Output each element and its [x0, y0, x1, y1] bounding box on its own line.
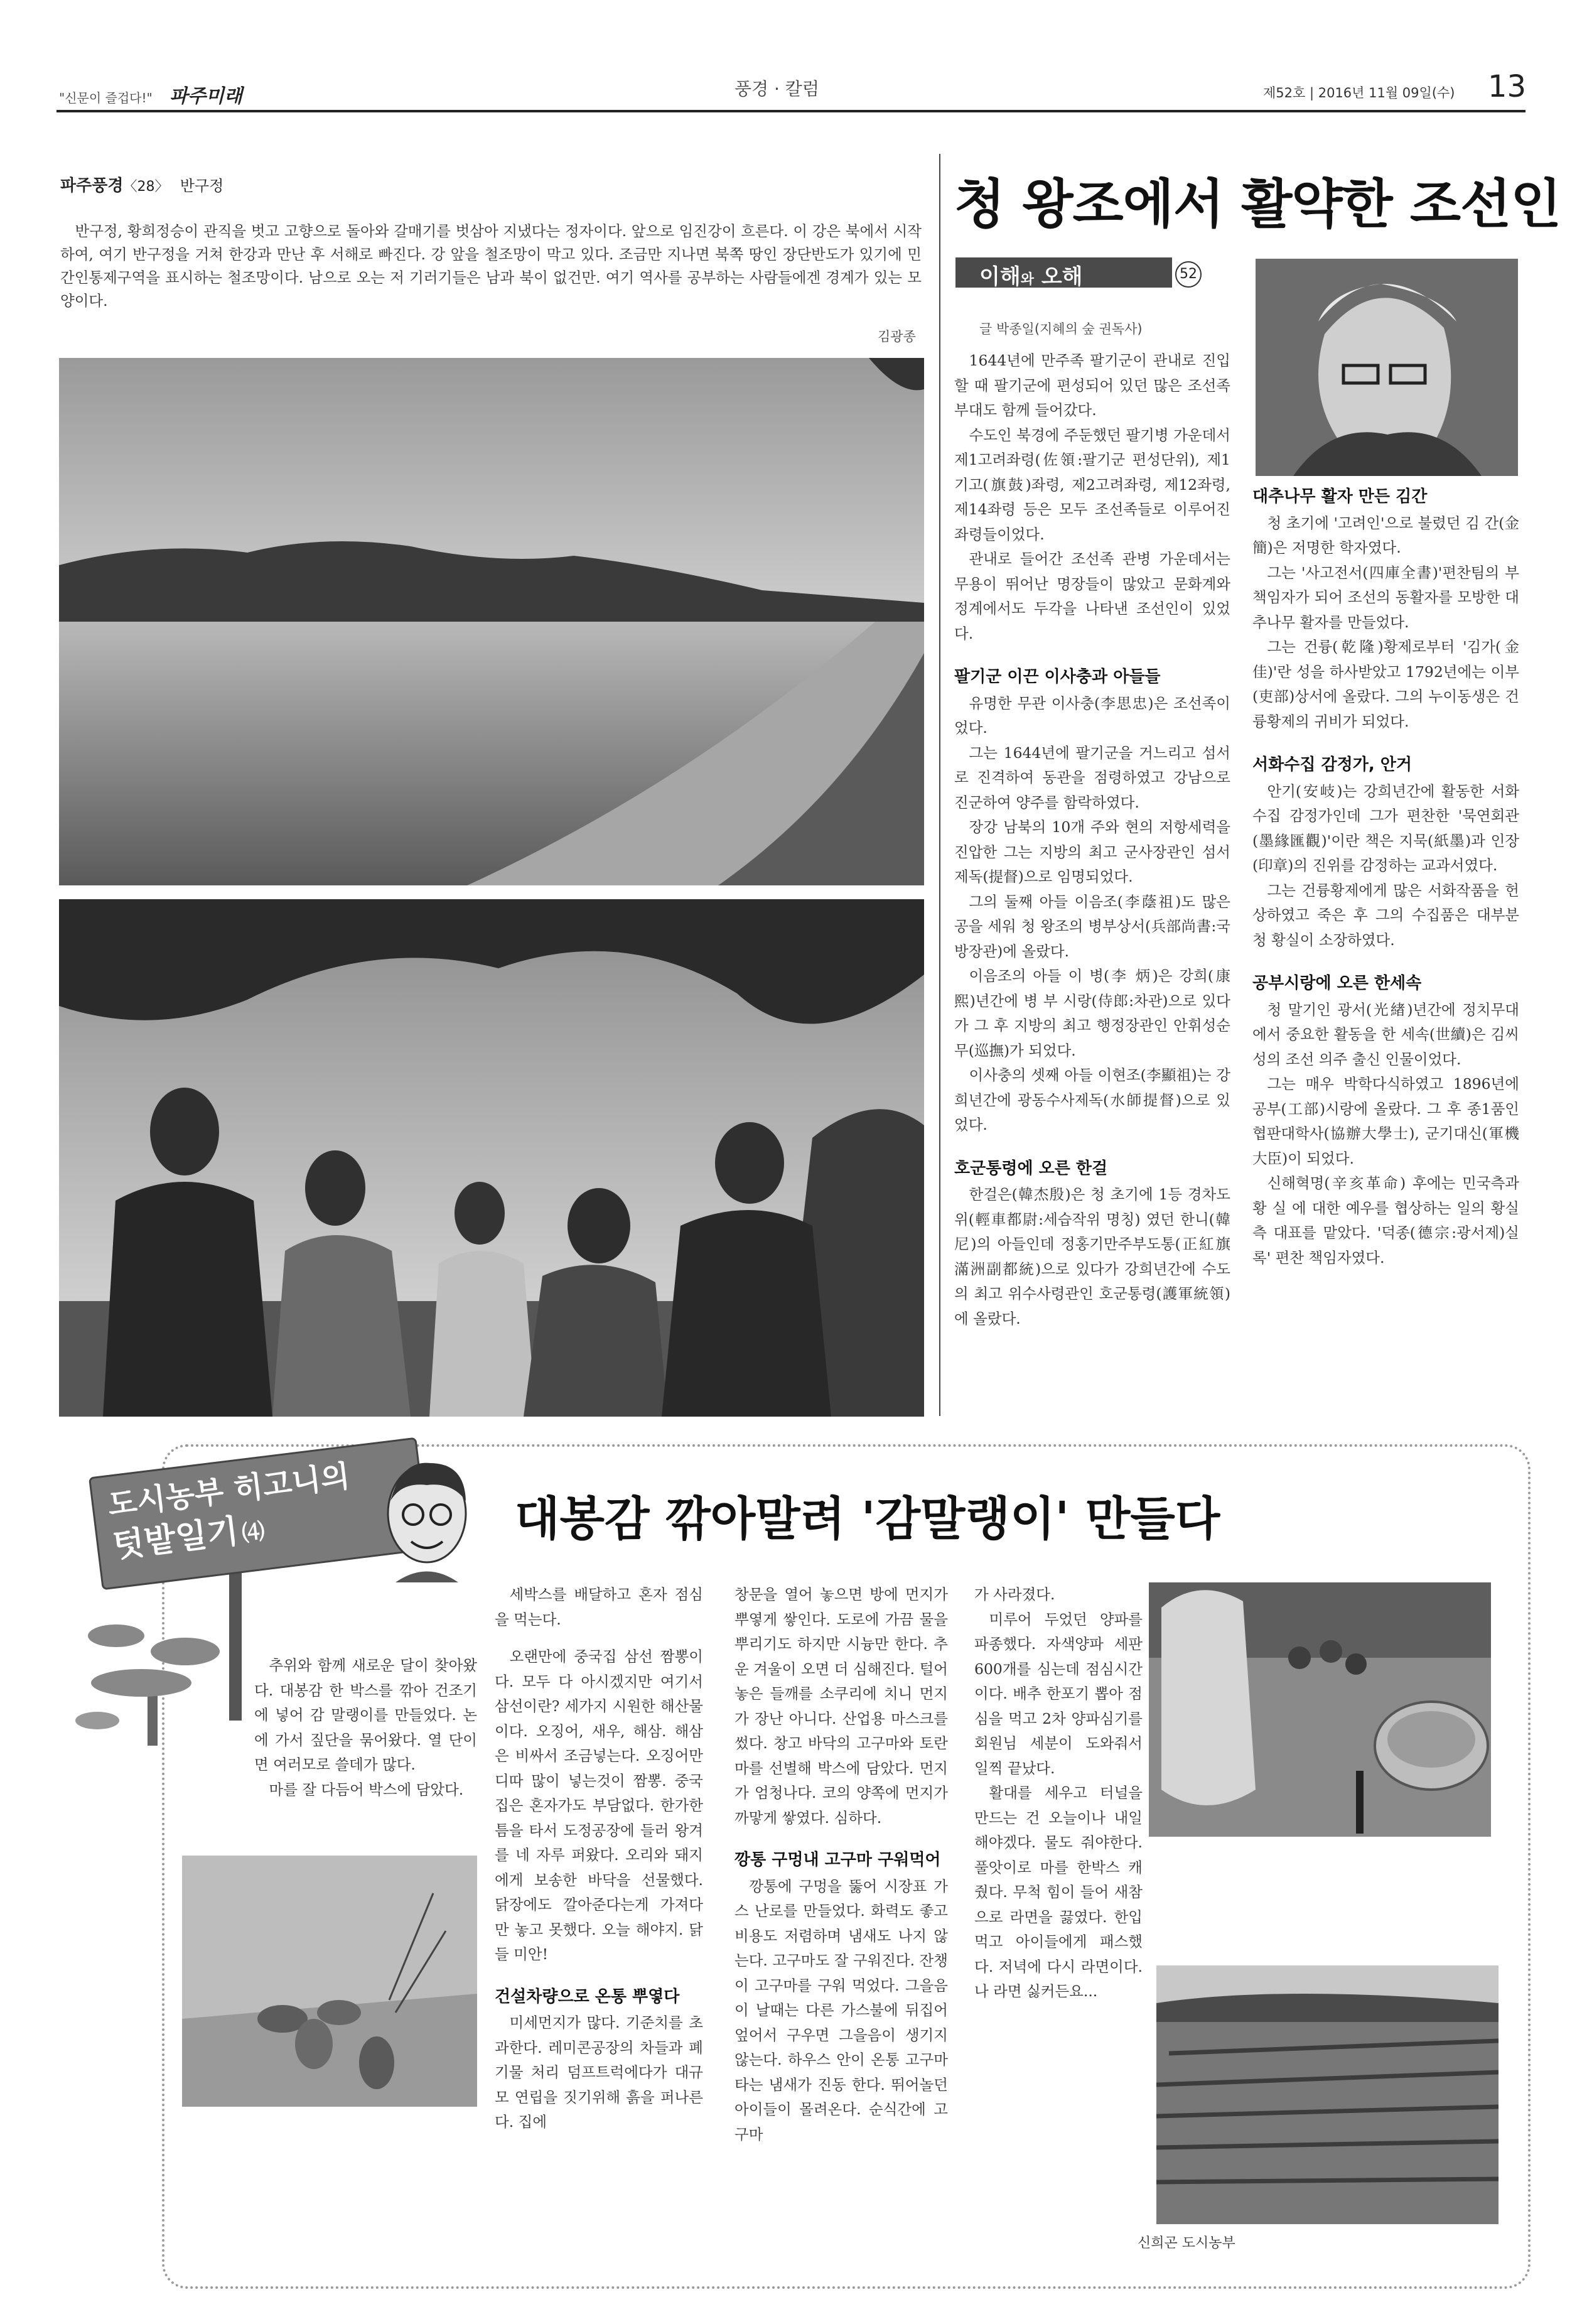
farm-text-col3: 창문을 열어 놓으면 방에 먼지가 뿌옇게 쌓인다. 도로에 가끔 물을 뿌리기도 하지만 시늉만 한다. 추운 겨울이 오면 더 심해진다. 털어놓은 들깨를 소쿠리에 치니 먼지가 장난 아니다. 산업용 마스크를 썼다. 창고 바닥의 고구마와 토란 마를 선별해 박스에 담았다. 먼지가 엄청나다. 코의 양쪽에 먼지가 까맣게 쌓였다. 심하다. 깡통 구멍내 고구마 구워먹어 깡통에 구멍을 뚫어 시장표 가스 난로를 만들었다. 화력도 좋고 비용도 저렴하며 냄새도 나지 않는다. 고구마도 잘 구워진다. 잔챙이 고구마를 구워 먹었다. 그을음이 날때는 다른 가스불에 뒤집어 엎어서 구우면 그을음이 생기지 않는다. 하우스 안이 온통 고구마 타는 냄새가 진동 한다. 뛰어놀던 아이들이 몰려온다. 순식간에 고구마	[734, 1586, 948, 2143]
farmer-caricature	[377, 1457, 477, 1582]
subheading-han-geol: 호군통령에 오른 한걸	[954, 1159, 1108, 1178]
series-word-mid: 와	[1020, 272, 1034, 288]
farm-photo-persimmons	[1149, 1582, 1491, 1837]
landscape-subject: 반구정	[180, 177, 224, 195]
landscape-number: 〈28〉	[123, 179, 169, 195]
farm-sign-line2: 텃밭일기	[110, 1512, 241, 1565]
landscape-photo-river	[59, 358, 924, 885]
series-word-b: 오해	[1041, 264, 1083, 289]
subheading-can-stove: 깡통 구멍내 고구마 구워먹어	[734, 1851, 941, 1869]
farm-sign-number: ⑷	[240, 1518, 266, 1547]
farm-headline: 대봉감 깎아말려 '감말랭이' 만들다	[515, 1492, 1220, 1546]
farm-text-col4: 가 사라졌다. 미루어 두었던 양파를 파종했다. 자색양파 세판 600개를 심는데 점심시간이다. 배추 한포기 뽑아 점심을 먹고 2차 양파심기를 회원님 세분이 도와줘서 일찍 끝났다. 활대를 세우고 터널을 만드는 건 오늘이나 내일 해야겠다. 물도 줘야한다. 풀앗이로 마를 한박스 캐줬다. 무척 힘이 들어 새참으로 라면을 끓였다. 한입 먹고 아이들에게 패스했다. 저녁에 다시 라면이다. 나 라면 싫커든요...	[974, 1586, 1143, 2000]
header-rule	[56, 110, 1526, 112]
issue-info: 제52호 | 2016년 11월 09일(수)	[1263, 85, 1455, 100]
page-number: 13	[1488, 69, 1527, 104]
landscape-heading	[60, 173, 223, 196]
farm-photo-yams	[182, 1856, 477, 2107]
series-title	[979, 259, 1083, 290]
series-word-a: 이해	[979, 264, 1021, 289]
landscape-photo-visitors	[59, 899, 924, 1417]
series-number: 52	[1175, 261, 1202, 288]
subheading-kim-gan: 대추나무 활자 만든 김간	[1252, 487, 1428, 506]
subheading-lee-sachung: 팔기군 이끈 이사충과 아들들	[954, 667, 1161, 686]
farm-sign-line1: 도시농부 히고니의	[105, 1458, 352, 1523]
decorative-tree	[60, 1608, 248, 1746]
column-text-left: 1644년에 만주족 팔기군이 관내로 진입할 때 팔기군에 편성되어 있던 많은 조선족 부대도 함께 들어갔다. 수도인 북경에 주둔했던 팔기병 가운데서 제1고려좌령(佐領:팔기군 편성단위), 제1기고(旗鼓)좌령, 제2고려좌령, 제12좌령, 제14좌령 등은 모두 조선족들로 이루어진 좌령들이었다. 관내로 들어간 조선족 관병 가운데서는 무용이 뛰어난 명장들이 많았고 문화계와 정계에서도 두각을 나타낸 조선인이 있었다. 팔기군 이끈 이사충과 아들들 유명한 무관 이사충(李思忠)은 조선족이었다. 그는 1644년에 팔기군을 거느리고 섬서로 진격하여 동관을 점령하였고 강남으로 진군하여 양주를 함락하였다. 장강 남북의 10개 주와 현의 저항세력을 진압한 그는 지방의 최고 군사장관인 섬서제독(提督)으로 임명되었다. 그의 둘째 아들 이음조(李蔭祖)도 많은 공을 세워 청 왕조의 병부상서(兵部尚書:국방장관)에 올랐다. 이음조의 아들 이 병(李 炳)은 강희(康熙)년간에 병 부 시랑(侍郎:차관)으로 있다가 그 후 지방의 최고 행정장관인 안휘성순무(巡撫)가 되었다. 이사충의 셋째 아들 이현조(李顯祖)는 강희년간에 광동수사제독(水師提督)으로 있었다. 호군통령에 오른 한걸 한걸은(韓杰殷)은 청 초기에 1등 경차도위(輕車都尉:세습작위 명칭) 였던 한니(韓 尼)의 아들인데 정홍기만주부도통(正紅旗滿洲副都統)으로 있다가 강희년간에 수도의 최고 위수사령관인 호군통령(護軍統領)에 올랐다.	[954, 352, 1230, 1327]
farm-text-col1: 추위와 함께 새로운 달이 찾아왔다. 대봉감 한 박스를 깎아 건조기에 넣어 감 말랭이를 만들었다. 논에 가서 짚단을 묶어왔다. 열 단이면 여러모로 쓸데가 많다. 마를 잘 다듬어 박스에 담았다.	[254, 1657, 477, 1798]
column-divider	[939, 154, 940, 1416]
section-label: 풍경 · 칼럼	[734, 78, 819, 99]
author-portrait	[1256, 259, 1518, 476]
column-text-right: 대추나무 활자 만든 김간 청 초기에 '고려인'으로 불렸던 김 간(金 簡)은 저명한 학자였다. 그는 '사고전서(四庫全書)'편찬팀의 부책임자가 되어 조선의 동활자를 모방한 대추나무 활자를 만들었다. 그는 건륭(乾隆)황제로부터 '김가(金佳)'란 성을 하사받았고 1792년에는 이부(吏部)상서에 올랐다. 그의 누이동생은 건륭황제의 귀비가 되었다. 서화수집 감정가, 안거 안기(安岐)는 강희년간에 활동한 서화 수집 감정가인데 그가 편찬한 '묵연회관(墨緣匯觀)'이란 책은 지묵(紙墨)과 인장(印章)의 진위를 감정하는 교과서였다. 그는 건륭황제에게 많은 서화작품을 헌상하였고 죽은 후 그의 수집품은 대부분 청 황실이 소장하였다. 공부시랑에 오른 한세속 청 말기인 광서(光緖)년간에 정치무대에서 중요한 활동을 한 세속(世續)은 김씨 성의 조선 의주 출신 인물이었다. 그는 매우 박학다식하였고 1896년에 공부(工部)시랑에 올랐다. 그 후 종1품인 협판대학사(協辦大學士), 군기대신(軍機大臣)이 되었다. 신해혁명(辛亥革命) 후에는 민국측과 황 실 에 대한 예우를 협상하는 일의 황실측 대표를 맡았다. '덕종(德宗:광서제)실록' 편찬 책임자였다.	[1252, 485, 1519, 1270]
column-byline: 글 박종일(지혜의 숲 권독사)	[979, 322, 1143, 337]
farm-photo-field	[1156, 1965, 1499, 2224]
subheading-dust: 건설차량으로 온통 뿌옇다	[495, 1987, 680, 2006]
landscape-text: 반구정, 황희정승이 관직을 벗고 고향으로 돌아와 갈매기를 벗삼아 지냈다는 정자이다. 앞으로 임진강이 흐른다. 이 강은 북에서 시작하여, 여기 반구정을 거쳐 한강과 만난 후 서해로 빠진다. 강 앞을 철조망이 막고 있다. 조금만 지나면 북쪽 땅인 장단반도가 있기에 민간인통제구역을 표시하는 철조망이다. 남으로 오는 저 기러기들은 남과 북이 없건만. 여기 역사를 공부하는 사람들에겐 경계가 있는 모양이다.	[60, 222, 922, 310]
header-slogan: "신문이 즐겁다!"	[59, 90, 153, 105]
subheading-an-gi: 서화수집 감정가, 안거	[1252, 755, 1412, 774]
paper-name-logo: 파주미래	[170, 85, 242, 107]
landscape-author: 김광종	[878, 329, 916, 344]
landscape-title: 파주풍경	[60, 176, 124, 195]
subheading-han-sesok: 공부시랑에 오른 한세속	[1252, 974, 1422, 993]
column-headline: 청 왕조에서 활약한 조선인	[954, 173, 1561, 235]
farm-author: 신희곤 도시농부	[1138, 2235, 1235, 2251]
farm-text-col2: 세박스를 배달하고 혼자 점심을 먹는다. 오랜만에 중국집 삼선 짬뽕이다. 모두 다 아시겠지만 여기서 삼선이란? 세가지 시원한 해산물이다. 오징어, 새우, 해삼. 해삼은 비싸서 조금넣는다. 오징어만 디따 많이 넣는것이 짬뽕. 중국집은 혼자가도 부담없다. 한가한 틈을 타서 도정공장에 들러 왕겨를 네 자루 퍼왔다. 오리와 돼지에게 보송한 바닥을 선물했다. 닭장에도 깔아준다는게 가져다만 놓고 못했다. 오늘 해야지. 닭들 미안! 건설차량으로 온통 뿌옇다 미세먼지가 많다. 기준치를 초과한다. 레미콘공장의 차들과 폐기물 처리 덤프트럭에다가 대규모 연립을 짓기위해 흙을 퍼나른다. 집에	[495, 1586, 703, 2131]
